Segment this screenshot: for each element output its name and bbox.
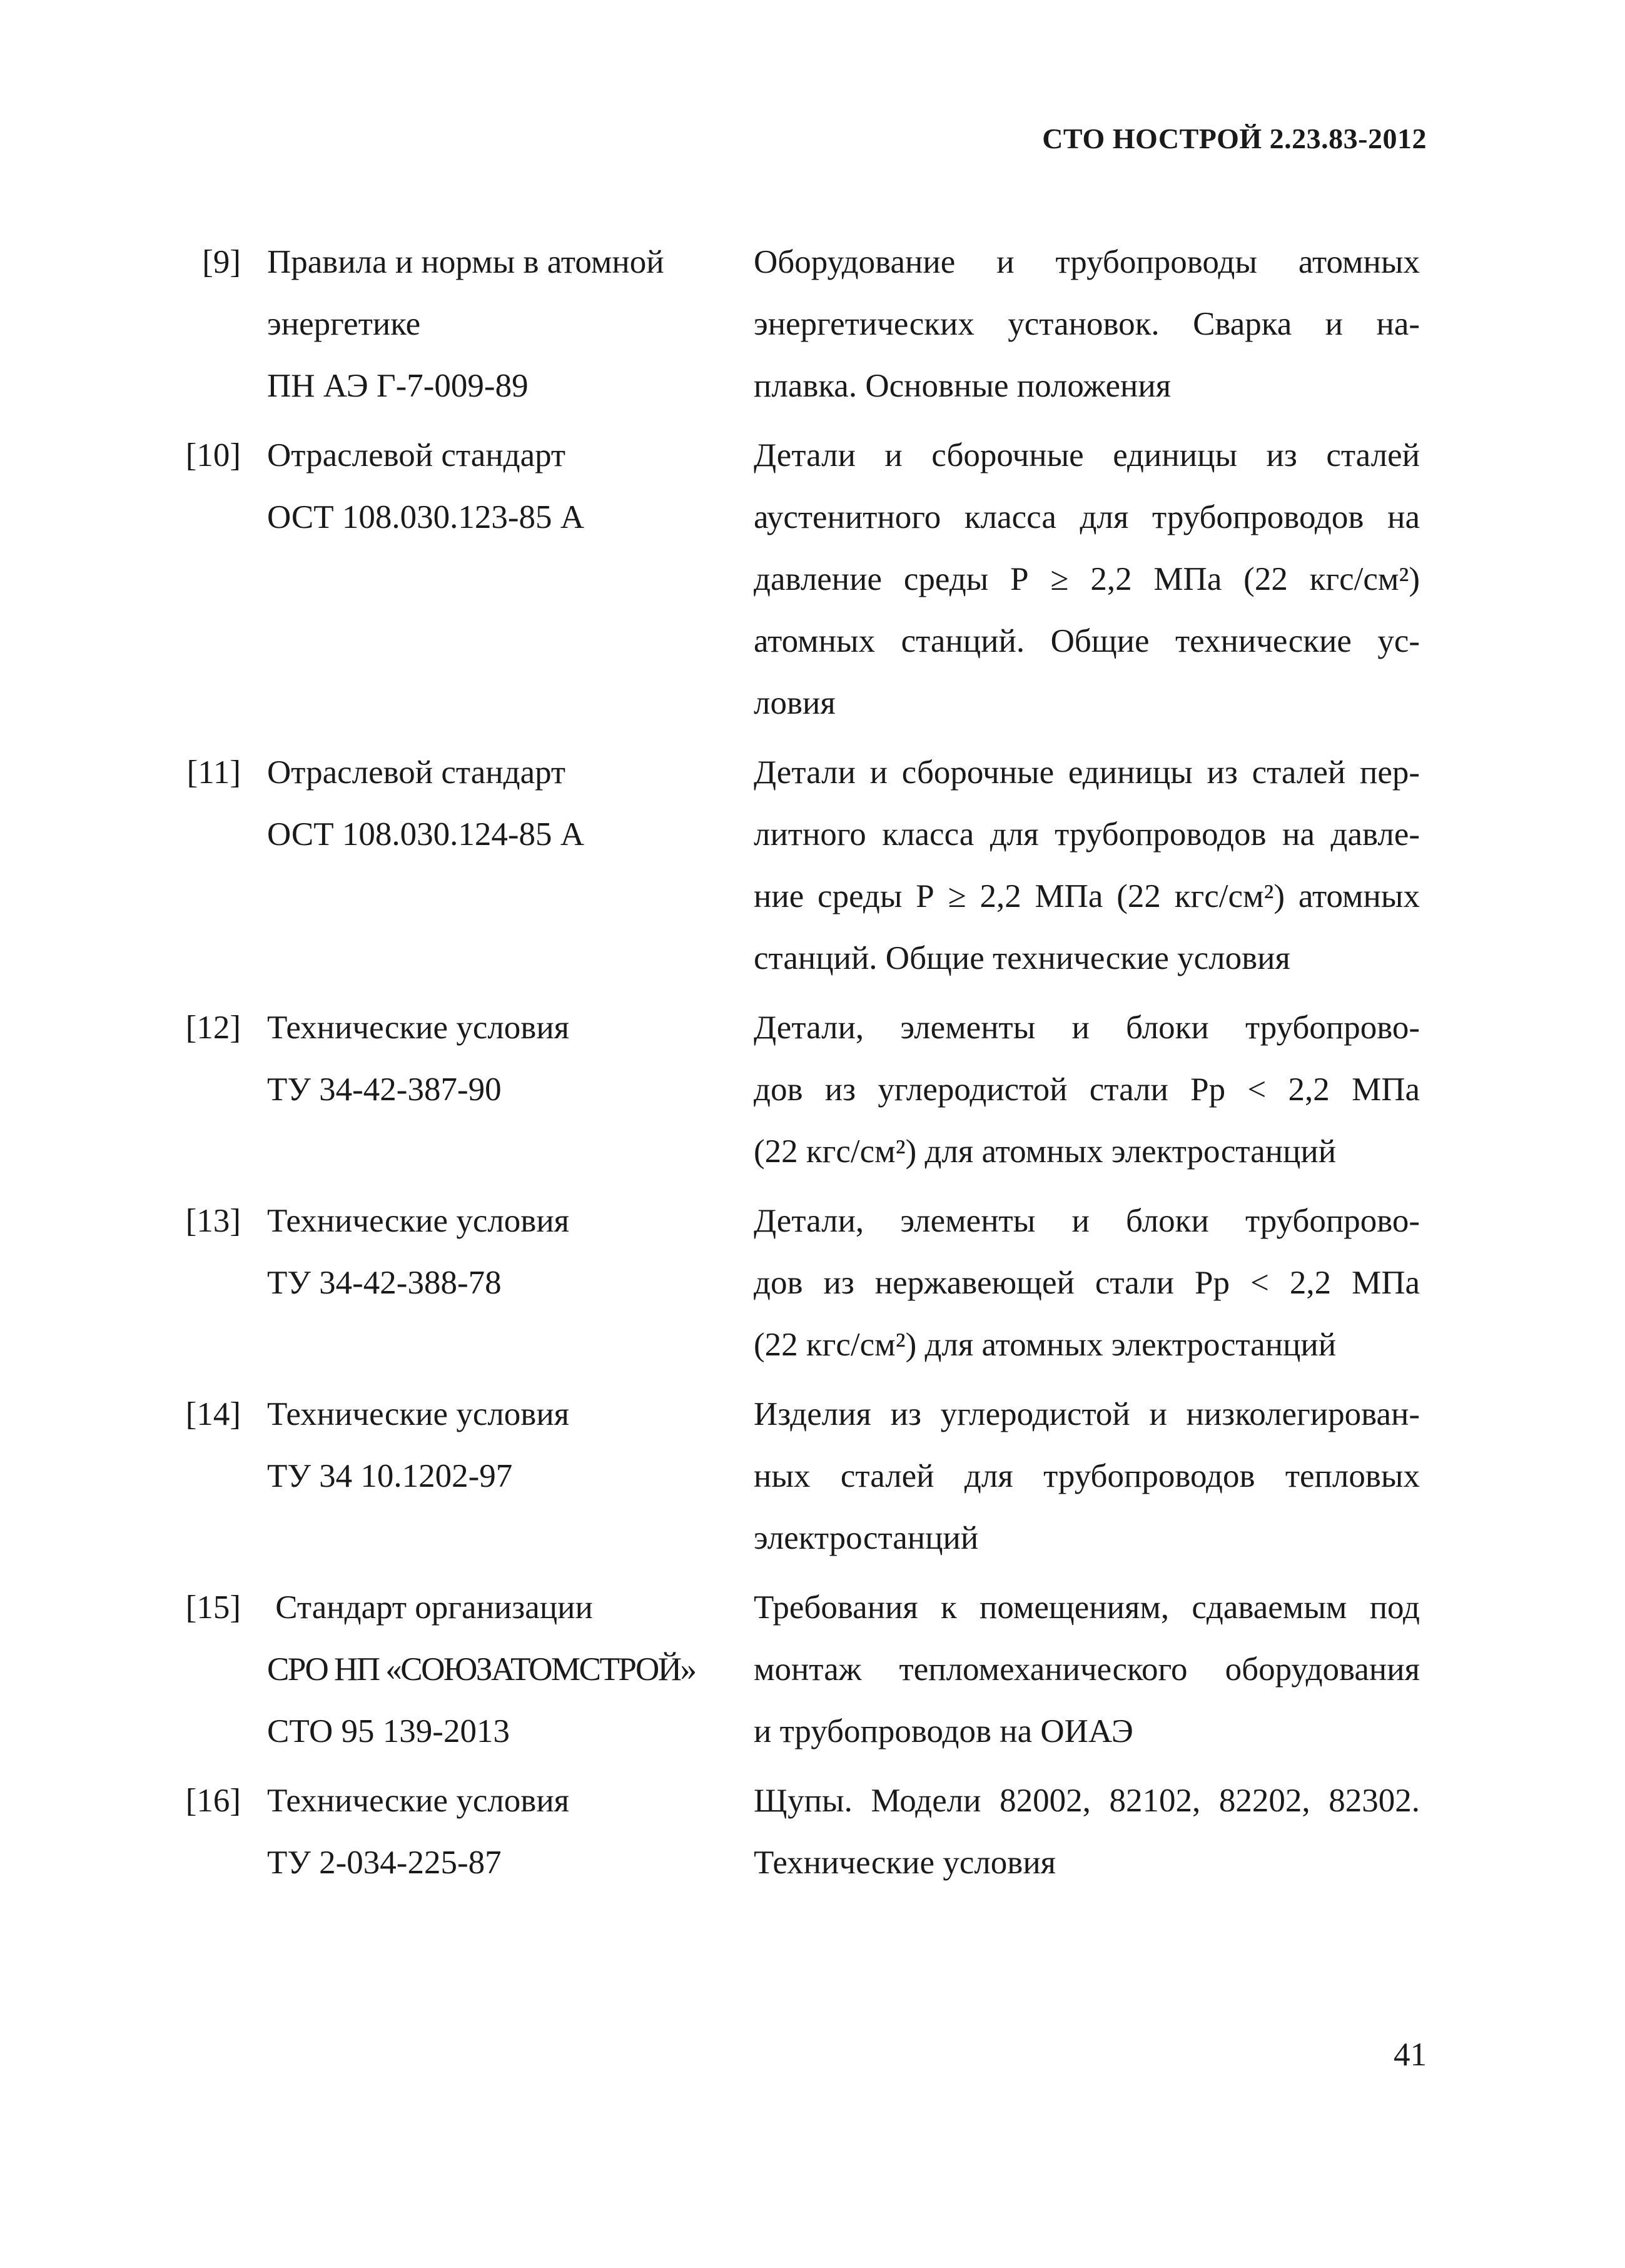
reference-title-line: энергетических установок. Сварка и на- bbox=[754, 306, 1420, 342]
reference-source-line: Технические условия bbox=[267, 1203, 570, 1239]
reference-title bbox=[754, 1577, 1420, 1763]
reference-title bbox=[754, 1190, 1420, 1376]
reference-title-line: электростанций bbox=[754, 1520, 979, 1556]
reference-title-line: давление среды Р ≥ 2,2 МПа (22 кгс/см²) bbox=[754, 561, 1420, 597]
reference-title-line: ние среды Р ≥ 2,2 МПа (22 кгс/см²) атомных bbox=[754, 878, 1420, 914]
reference-item bbox=[153, 1190, 1420, 1376]
reference-title-line: (22 кгс/см²) для атомных электростанций bbox=[754, 1133, 1337, 1170]
reference-number: [12] bbox=[185, 1010, 241, 1046]
reference-title-line: ловия bbox=[754, 685, 836, 721]
reference-number: [15] bbox=[185, 1589, 241, 1626]
reference-title-line: (22 кгс/см²) для атомных электростанций bbox=[754, 1327, 1337, 1363]
reference-title-line: плавка. Основные положения bbox=[754, 368, 1172, 404]
reference-title-line: дов из углеродистой стали Рр < 2,2 МПа bbox=[754, 1071, 1420, 1108]
reference-title-line: Щупы. Модели 82002, 82102, 82202, 82302. bbox=[754, 1783, 1420, 1819]
reference-item bbox=[153, 742, 1420, 990]
reference-list bbox=[153, 231, 1420, 1901]
reference-title-line: дов из нержавеющей стали Рр < 2,2 МПа bbox=[754, 1265, 1420, 1301]
reference-title-line: литного класса для трубопроводов на давле- bbox=[754, 816, 1420, 853]
reference-source bbox=[241, 1190, 754, 1314]
reference-source-line: Отраслевой стандарт bbox=[267, 437, 566, 473]
reference-source-line: СРО НП «СОЮЗАТОМСТРОЙ» bbox=[267, 1651, 696, 1688]
reference-title bbox=[754, 425, 1420, 734]
reference-source-line: Технические условия bbox=[267, 1783, 570, 1819]
reference-number: [14] bbox=[185, 1396, 241, 1432]
reference-title-line: ных сталей для трубопроводов тепловых bbox=[754, 1458, 1420, 1494]
reference-source bbox=[241, 1577, 754, 1763]
reference-number: [10] bbox=[185, 437, 241, 473]
reference-source-line: ОСТ 108.030.123-85 А bbox=[267, 499, 585, 535]
reference-source-line: Технические условия bbox=[267, 1010, 570, 1046]
page-number: 41 bbox=[1394, 2037, 1427, 2073]
reference-title-line: Изделия из углеродистой и низколегирован- bbox=[754, 1396, 1420, 1432]
reference-title bbox=[754, 997, 1420, 1183]
reference-source-line: Стандарт организации bbox=[267, 1589, 593, 1626]
reference-number: [9] bbox=[202, 244, 241, 280]
reference-title bbox=[754, 231, 1420, 417]
reference-item bbox=[153, 997, 1420, 1183]
reference-source-line: ПН АЭ Г-7-009-89 bbox=[267, 368, 529, 404]
reference-source-line: ТУ 34 10.1202-97 bbox=[267, 1458, 513, 1494]
reference-item bbox=[153, 1577, 1420, 1763]
reference-title-line: Требования к помещениям, сдаваемым под bbox=[754, 1589, 1420, 1626]
reference-source-line: ОСТ 108.030.124-85 А bbox=[267, 816, 585, 853]
reference-title-line: Детали и сборочные единицы из сталей пер- bbox=[754, 754, 1420, 791]
reference-title-line: атомных станций. Общие технические ус- bbox=[754, 623, 1420, 659]
reference-title-line: монтаж тепломеханического оборудования bbox=[754, 1651, 1420, 1688]
reference-title bbox=[754, 1384, 1420, 1569]
reference-source bbox=[241, 742, 754, 866]
reference-source-line: СТО 95 139-2013 bbox=[267, 1713, 510, 1749]
reference-title bbox=[754, 1770, 1420, 1894]
reference-item bbox=[153, 231, 1420, 417]
reference-source-line: энергетике bbox=[267, 306, 421, 342]
reference-title-line: Детали и сборочные единицы из сталей bbox=[754, 437, 1420, 473]
reference-source-line: ТУ 34-42-387-90 bbox=[267, 1071, 502, 1108]
reference-source bbox=[241, 425, 754, 549]
reference-source bbox=[241, 231, 754, 417]
reference-title-line: и трубопроводов на ОИАЭ bbox=[754, 1713, 1133, 1749]
reference-number: [13] bbox=[185, 1203, 241, 1239]
reference-item bbox=[153, 1384, 1420, 1569]
reference-number: [11] bbox=[186, 754, 241, 791]
reference-title-line: аустенитного класса для трубопроводов на bbox=[754, 499, 1420, 535]
reference-source-line: Технические условия bbox=[267, 1396, 570, 1432]
reference-source-line: ТУ 34-42-388-78 bbox=[267, 1265, 502, 1301]
reference-item bbox=[153, 425, 1420, 734]
reference-title-line: Детали, элементы и блоки трубопрово- bbox=[754, 1010, 1420, 1046]
reference-number: [16] bbox=[185, 1783, 241, 1819]
reference-source bbox=[241, 997, 754, 1121]
reference-source-line: Правила и нормы в атомной bbox=[267, 244, 664, 280]
reference-source bbox=[241, 1384, 754, 1507]
reference-title-line: Оборудование и трубопроводы атомных bbox=[754, 244, 1420, 280]
reference-title-line: Детали, элементы и блоки трубопрово- bbox=[754, 1203, 1420, 1239]
document-header-code: СТО НОСТРОЙ 2.23.83-2012 bbox=[1042, 123, 1427, 154]
reference-item bbox=[153, 1770, 1420, 1894]
reference-source bbox=[241, 1770, 754, 1894]
reference-source-line: Отраслевой стандарт bbox=[267, 754, 566, 791]
reference-title-line: Технические условия bbox=[754, 1845, 1056, 1881]
reference-title-line: станций. Общие технические условия bbox=[754, 940, 1290, 976]
reference-title bbox=[754, 742, 1420, 990]
reference-source-line: ТУ 2-034-225-87 bbox=[267, 1845, 502, 1881]
